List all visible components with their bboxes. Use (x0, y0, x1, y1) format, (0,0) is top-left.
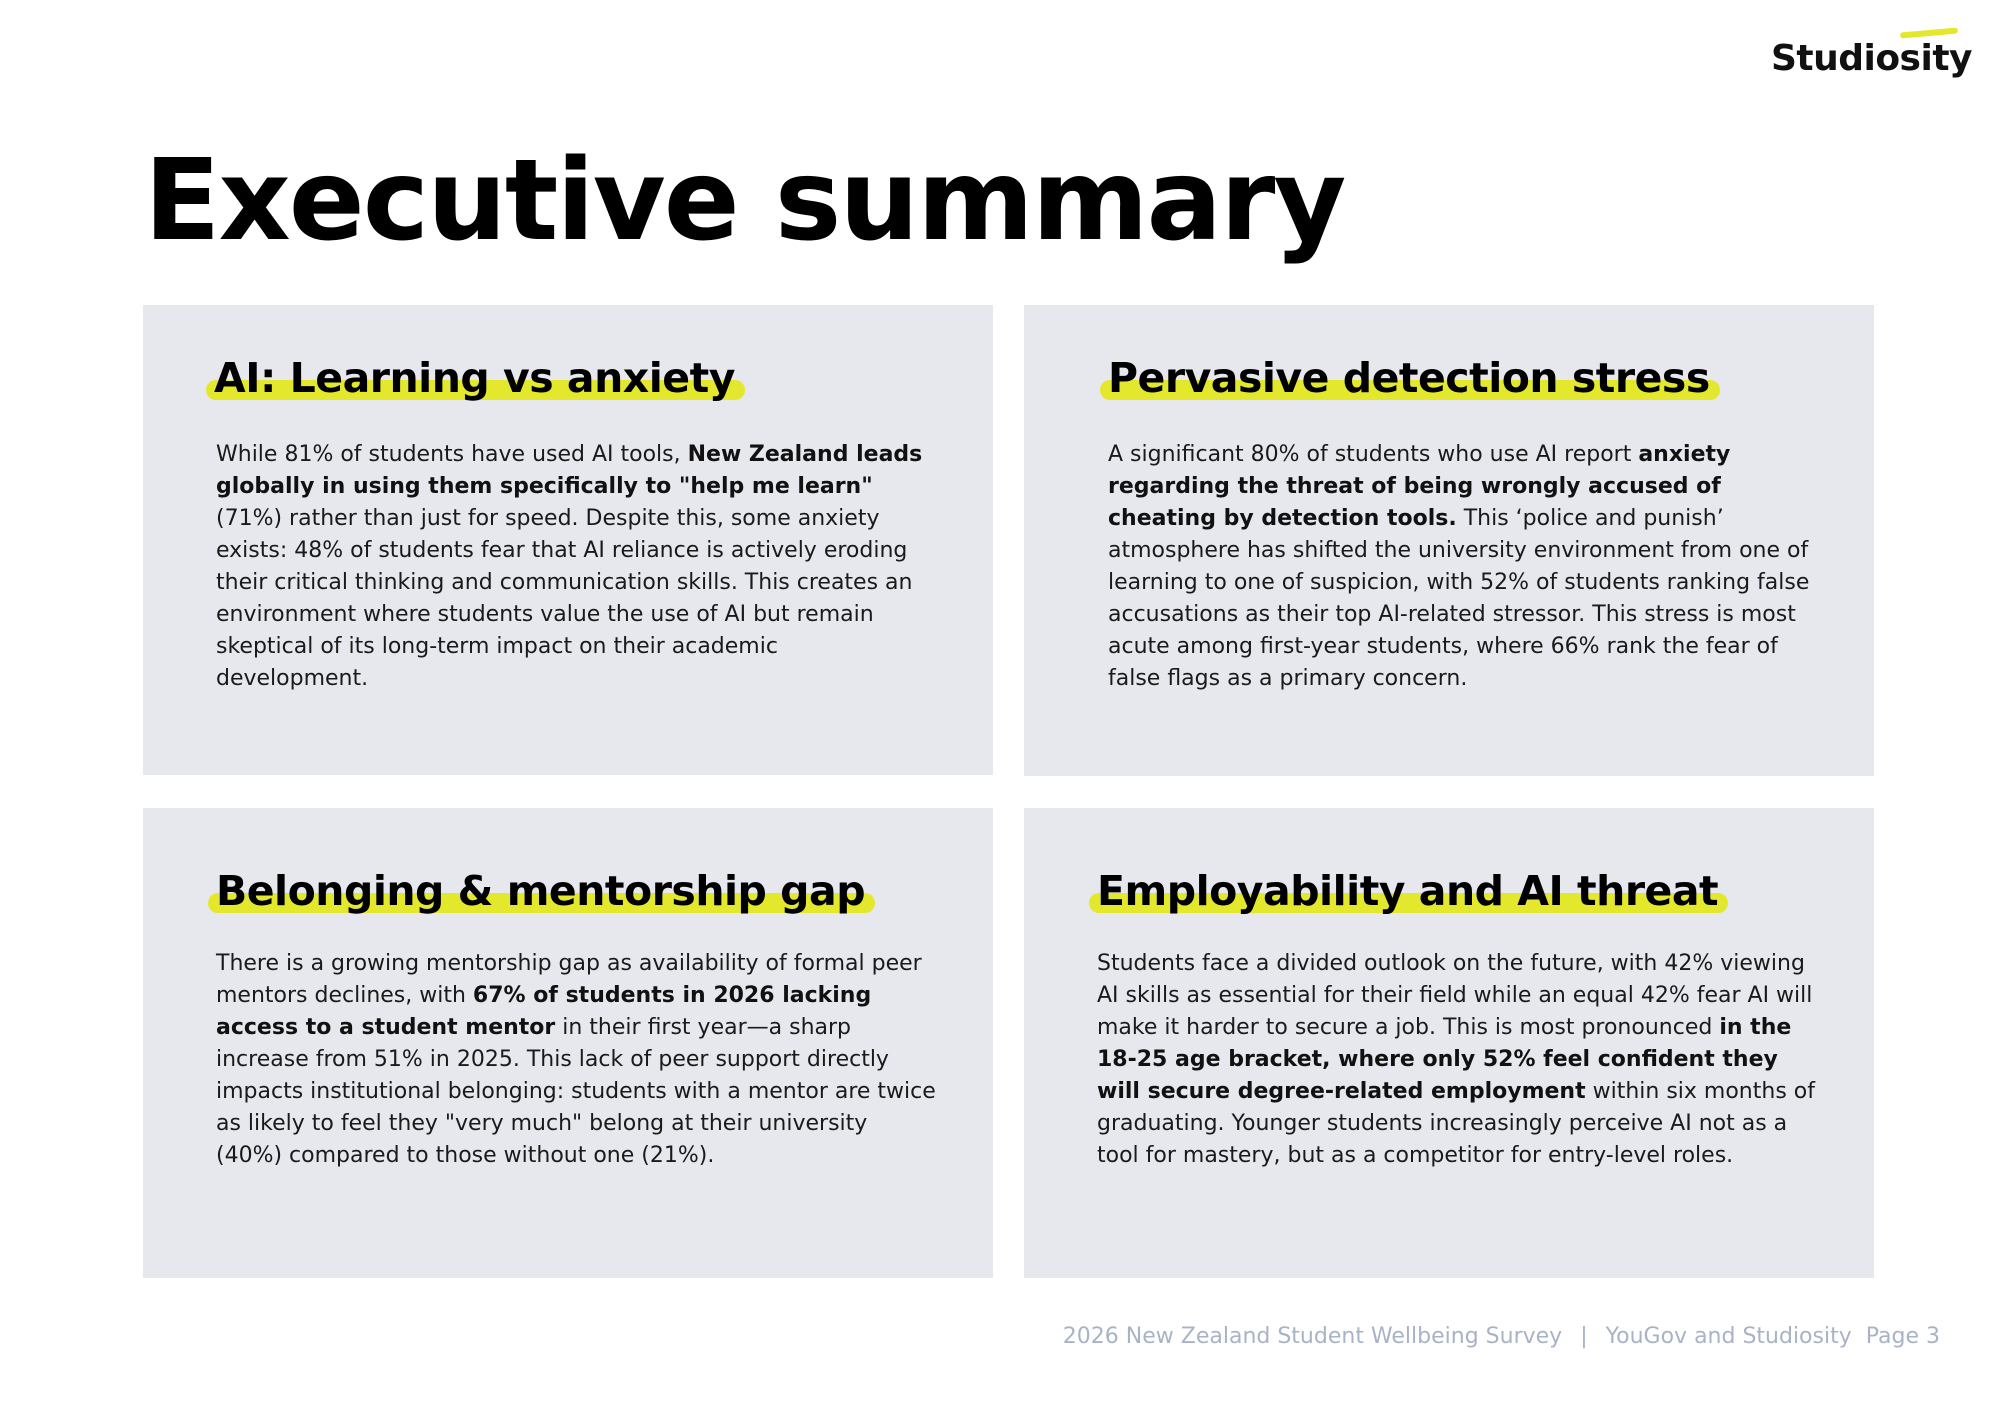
card-body (216, 439, 936, 695)
heading-highlight: AI: Learning vs anxiety (214, 354, 735, 402)
body-text: A significant 80% of students who use AI report (1108, 442, 1639, 467)
card-heading (1097, 868, 1718, 915)
body-text: While 81% of students have used AI tools, (216, 442, 688, 467)
studiosity-logo (1771, 38, 1972, 79)
summary-card-detection-stress (1024, 305, 1874, 776)
footer-page-number: Page 3 (1865, 1324, 1940, 1349)
body-emphasis: 67% of students in 2026 lacking access to a student mentor (216, 983, 872, 1040)
heading-highlight: Employability and AI threat (1097, 867, 1719, 915)
summary-card-mentorship-gap (143, 808, 993, 1278)
summary-card-ai-learning (143, 305, 993, 775)
card-heading (214, 355, 735, 402)
summary-card-employability (1024, 808, 1874, 1278)
footer-separator: | (1580, 1324, 1588, 1349)
card-heading (1108, 355, 1710, 402)
heading-highlight: Pervasive detection stress (1108, 354, 1710, 402)
body-text: (71%) rather than just for speed. Despite this, some anxiety exists: 48% of students fear that AI reliance is actively eroding their critical thinking and communication skills. This creates an environment where students value the use of AI but remain skeptical of its long-term impact on their academic development. (216, 506, 913, 691)
card-body (216, 948, 936, 1172)
body-text: in their first year—a sharp increase from 51% in 2025. This lack of peer support directly impacts institutional belonging: students with a mentor are twice as likely to feel they "very much" belong at their university (40%) compared to those without one (21%). (216, 1015, 936, 1168)
heading-highlight: Belonging & mentorship gap (216, 867, 866, 915)
footer-survey-name: 2026 New Zealand Student Wellbeing Survey (1062, 1324, 1563, 1349)
body-text: This ‘police and punish’ atmosphere has shifted the university environment from one of learning to one of suspicion, with 52% of students ranking false accusations as their top AI-related stressor. This stress is most acute among first-year students, where 66% rank the fear of false flags as a primary concern. (1108, 506, 1810, 691)
body-emphasis: New Zealand leads globally in using them specifically to "help me learn" (216, 442, 923, 499)
footer-partners: YouGov and Studiosity (1605, 1324, 1852, 1349)
page-title: Executive summary (144, 136, 1345, 266)
body-text: There is a growing mentorship gap as availability of formal peer mentors declines, with (216, 951, 922, 1008)
logo-text: Studiosity (1770, 38, 1972, 79)
logo-accent-mark (1900, 27, 1958, 38)
body-emphasis: in the 18-25 age bracket, where only 52% feel confident they will secure degree-related employment (1097, 1015, 1792, 1104)
card-body (1097, 948, 1817, 1172)
card-heading (216, 868, 865, 915)
body-text: within six months of graduating. Younger students increasingly perceive AI not as a tool for mastery, but as a competitor for entry-level roles. (1097, 1079, 1815, 1168)
body-text: Students face a divided outlook on the future, with 42% viewing AI skills as essential for their field while an equal 42% fear AI will make it harder to secure a job. This is most pronounced (1097, 951, 1813, 1040)
page-footer (1063, 1324, 1940, 1349)
card-body (1108, 439, 1828, 695)
body-emphasis: anxiety regarding the threat of being wrongly accused of cheating by detection tools. (1108, 442, 1731, 531)
